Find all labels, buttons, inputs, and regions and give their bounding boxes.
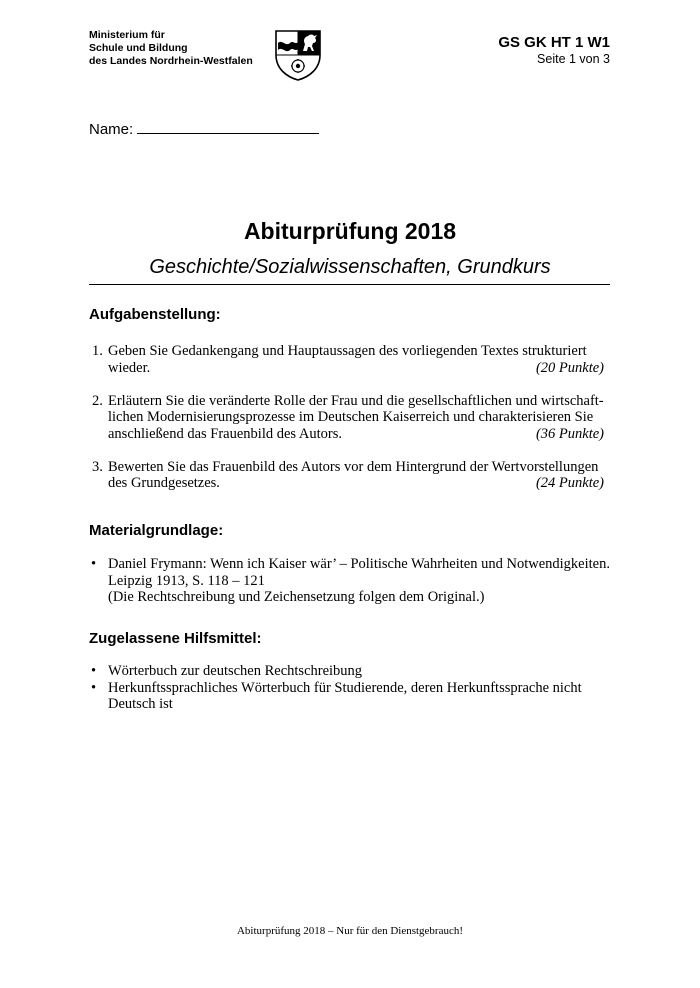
name-blank-line: [137, 119, 319, 134]
aids-heading: Zugelassene Hilfsmittel:: [89, 630, 262, 647]
task-text-last: [108, 426, 604, 443]
bullet-icon: •: [91, 663, 97, 679]
page-subtitle: Geschichte/Sozialwissenschaften, Grundkurs: [149, 256, 551, 278]
list-item: [89, 663, 604, 680]
exam-code-block: [498, 34, 610, 67]
ministry-line: Ministerium für: [89, 29, 165, 41]
aids-list: [89, 663, 604, 713]
task-text: wieder.: [108, 359, 151, 376]
ministry-line: des Landes Nordrhein-Westfalen: [89, 55, 253, 67]
task-item: [89, 343, 604, 376]
bullet-icon: •: [91, 679, 97, 696]
page-indicator: Seite 1 von 3: [537, 52, 610, 66]
task-number: 2.: [92, 392, 103, 409]
material-list: [89, 556, 610, 606]
material-text: Leipzig 1913, S. 118 – 121: [108, 572, 265, 589]
exam-code: GS GK HT 1 W1: [498, 34, 610, 51]
title-divider: [89, 284, 610, 285]
task-number: 1.: [92, 343, 103, 359]
bullet-icon: •: [91, 556, 97, 572]
task-text: Bewerten Sie das Frauenbild des Autors vor dem Hintergrund der Wertvorstellungen: [108, 458, 599, 475]
task-text: Geben Sie Gedankengang und Hauptaussagen des vorliegenden Textes strukturiert: [108, 343, 587, 359]
ministry-line: Schule und Bildung: [89, 42, 188, 54]
task-item: [89, 393, 604, 443]
task-list: [89, 343, 604, 508]
page-footer: Abiturprüfung 2018 – Nur für den Dienstgebrauch!: [236, 925, 464, 937]
list-item: [89, 680, 604, 713]
aid-text: Herkunftssprachliches Wörterbuch für Studierende, deren Herkunftssprache nicht: [108, 679, 582, 696]
task-points: (24 Punkte): [535, 475, 604, 491]
task-text-last: [108, 360, 604, 377]
task-text: Erläutern Sie die veränderte Rolle der Frau und die gesellschaftlichen und wirtschaft-: [108, 392, 604, 409]
task-text: anschließend das Frauenbild des Autors.: [108, 425, 342, 442]
ministry-name: [89, 29, 253, 68]
task-points: (20 Punkte): [535, 359, 604, 376]
task-text-last: [108, 475, 604, 492]
aid-text: Wörterbuch zur deutschen Rechtschreibung: [108, 663, 363, 679]
task-points: (36 Punkte): [535, 425, 604, 442]
name-field: [89, 119, 319, 138]
task-text: des Grundgesetzes.: [108, 475, 220, 491]
task-text: lichen Modernisierungsprozesse im Deutschen Kaiserreich und charakterisieren Sie: [108, 409, 594, 425]
aid-text: Deutsch ist: [108, 696, 173, 712]
list-item: [89, 556, 610, 606]
nrw-coat-of-arms-icon: [273, 29, 323, 81]
task-number: 3.: [92, 458, 103, 475]
name-label: Name:: [89, 121, 134, 138]
page-title: Abiturprüfung 2018: [243, 218, 457, 244]
task-item: [89, 459, 604, 492]
material-text: (Die Rechtschreibung und Zeichensetzung folgen dem Original.): [108, 589, 485, 605]
material-text: Daniel Frymann: Wenn ich Kaiser wär’ – Politische Wahrheiten und Notwendigkeiten.: [108, 556, 610, 572]
task-heading: Aufgabenstellung:: [89, 306, 221, 323]
material-heading: Materialgrundlage:: [89, 522, 224, 539]
